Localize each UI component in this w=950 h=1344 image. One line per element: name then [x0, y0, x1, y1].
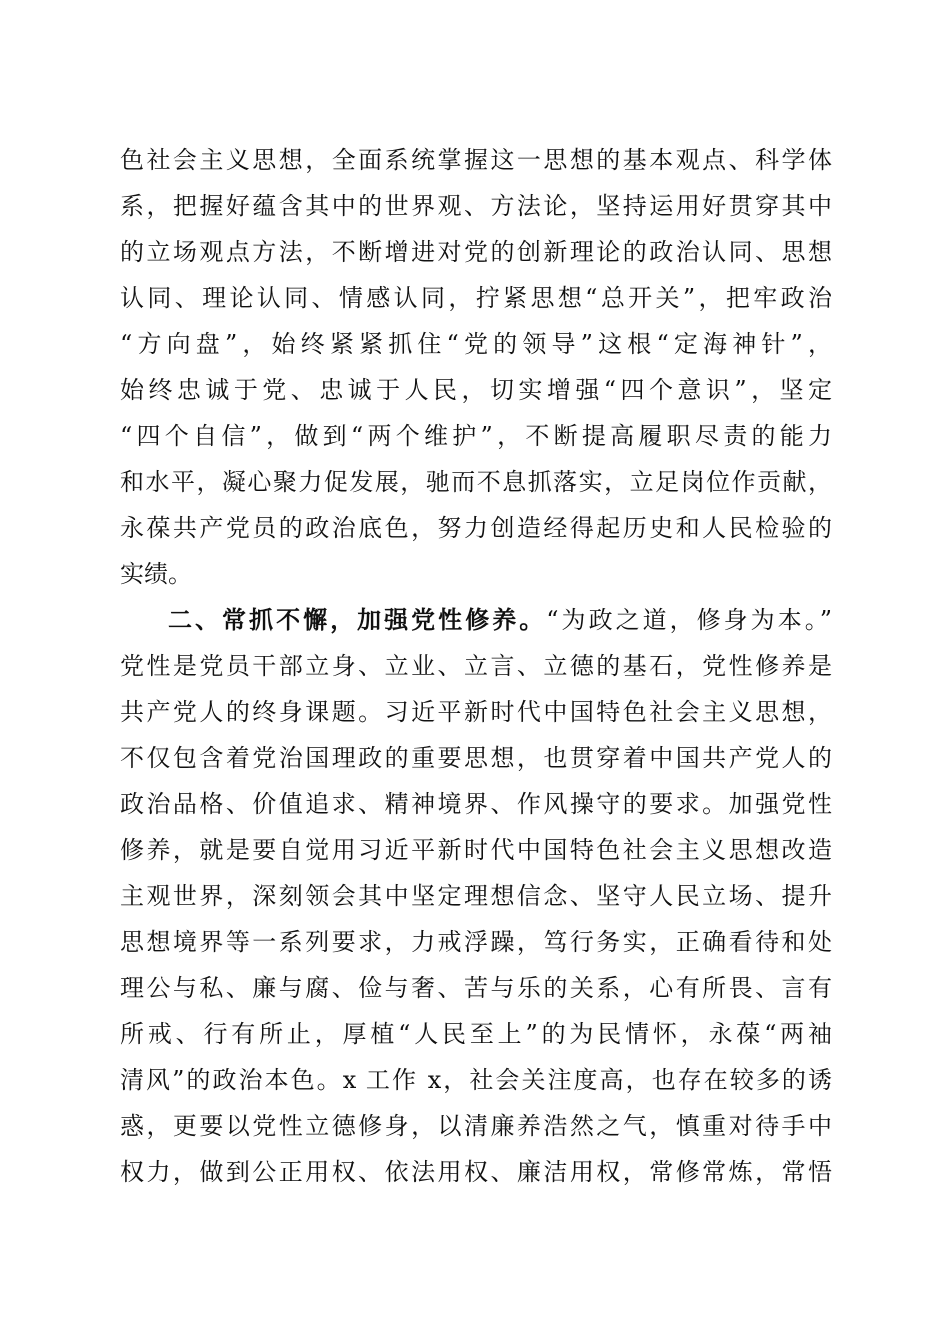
text-line: 修养，就是要自觉用习近平新时代中国特色社会主义思想改造 — [120, 836, 832, 864]
section-heading: 二、常抓不懈，加强党性修养。 — [168, 605, 547, 634]
text-line: 理公与私、廉与腐、俭与奢、苦与乐的关系，心有所畏、言有 — [120, 974, 832, 1002]
text-line: 党性是党员干部立身、立业、立言、立德的基石，党性修养是 — [120, 652, 832, 680]
text-line: 清风”的政治本色。x 工作 x，社会关注度高，也存在较多的诱 — [120, 1066, 832, 1094]
text-line: 色社会主义思想，全面系统掌握这一思想的基本观点、科学体 — [120, 146, 832, 174]
text-line: 不仅包含着党治国理政的重要思想，也贯穿着中国共产党人的 — [120, 744, 832, 772]
text-line: 权力，做到公正用权、依法用权、廉洁用权，常修常炼，常悟 — [120, 1158, 832, 1186]
text-line: 和水平，凝心聚力促发展，驰而不息抓落实，立足岗位作贡献， — [120, 468, 832, 496]
text-line: 共产党人的终身课题。习近平新时代中国特色社会主义思想， — [120, 698, 832, 726]
text-line: 惑，更要以党性立德修身，以清廉养浩然之气，慎重对待手中 — [120, 1112, 832, 1140]
quote-text: “为政之道，修身为本。” — [546, 606, 833, 634]
text-line: 系，把握好蕴含其中的世界观、方法论，坚持运用好贯穿其中 — [120, 192, 832, 220]
text-line: 所戒、行有所止，厚植“人民至上”的为民情怀，永葆“两袖 — [120, 1020, 832, 1048]
text-line: 思想境界等一系列要求，力戒浮躁，笃行务实，正确看待和处 — [120, 928, 832, 956]
text-line: 政治品格、价值追求、精神境界、作风操守的要求。加强党性 — [120, 790, 832, 818]
text-line: 始终忠诚于党、忠诚于人民，切实增强“四个意识”，坚定 — [120, 376, 832, 404]
paragraph-first-line — [168, 597, 832, 643]
text-line: 的立场观点方法，不断增进对党的创新理论的政治认同、思想 — [120, 238, 832, 266]
text-line: 主观世界，深刻领会其中坚定理想信念、坚守人民立场、提升 — [120, 882, 832, 910]
text-line: 认同、理论认同、情感认同，拧紧思想“总开关”，把牢政治 — [120, 284, 832, 312]
text-line: 实绩。 — [120, 560, 192, 588]
text-line: 永葆共产党员的政治底色，努力创造经得起历史和人民检验的 — [120, 514, 832, 542]
text-line: “四个自信”，做到“两个维护”，不断提高履职尽责的能力 — [120, 422, 832, 450]
text-line: “方向盘”，始终紧紧抓住“党的领导”这根“定海神针”， — [120, 330, 832, 358]
